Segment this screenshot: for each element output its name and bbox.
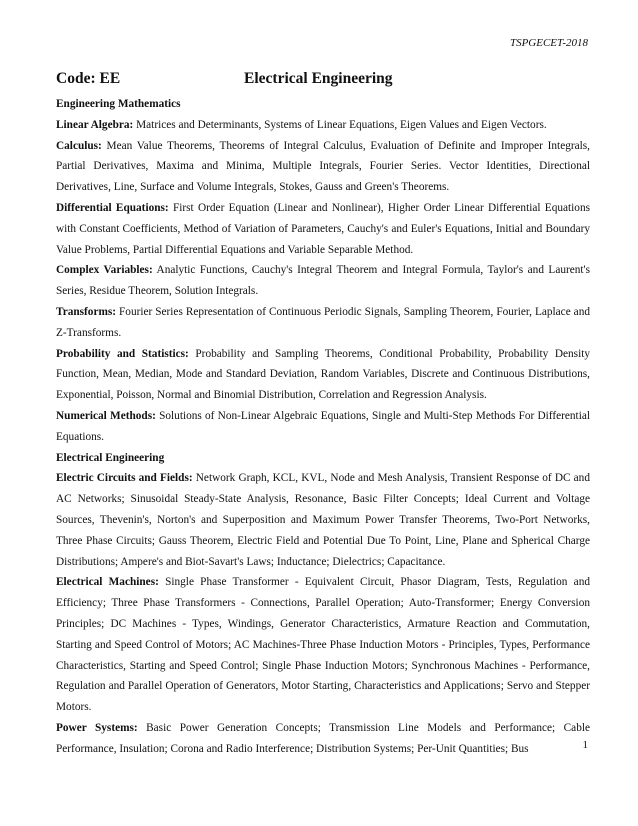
topic-text: Solutions of Non-Linear Algebraic Equations, Single and Multi-Step Methods For Differential Equations. (56, 409, 590, 443)
topic-text: Analytic Functions, Cauchy's Integral Theorem and Integral Formula, Taylor's and Laurent's Series, Residue Theorem, Solution Integrals. (56, 264, 590, 298)
topic-power-systems (56, 718, 590, 760)
topic-text: Probability and Sampling Theorems, Conditional Probability, Probability Density Function, Mean, Median, Mode and Standard Deviation, Random Variables, Discrete and Continuous Distributions, Exponential, Poisson, Normal and Binomial Distribution, Correlation and Regression Analysis. (56, 347, 591, 402)
topic-title: Transforms: (56, 305, 117, 318)
topic-numerical-methods (56, 406, 590, 448)
topic-probability-statistics (56, 344, 590, 406)
title-row (56, 68, 590, 90)
topic-differential-equations (56, 198, 590, 260)
topic-title: Electrical Machines: (56, 576, 159, 589)
topic-title: Numerical Methods: (56, 409, 156, 422)
topic-title: Probability and Statistics: (56, 347, 189, 360)
topic-title: Power Systems: (56, 721, 138, 734)
subject-title: Electrical Engineering (244, 70, 393, 87)
topic-electrical-machines (56, 572, 590, 718)
topic-text: Single Phase Transformer - Equivalent Circuit, Phasor Diagram, Tests, Regulation and Efficiency; Three Phase Transformers - Connections, Parallel Operation; Auto-Transformer; Energy Conversion Principles; DC Machines - Types, Windings, Generator Characteristics, Armature Reaction and Commutation, Starting and Speed Control of Motors; AC Machines-Three Phase Induction Motors - Principles, Types, Performance Characteristics, Starting and Speed Control; Single Phase Induction Motors; Synchronous Machines - Performance, Regulation and Parallel Operation of Generators, Motor Starting, Characteristics and Applications; Servo and Stepper Motors. (56, 576, 590, 714)
document-tag: TSPGECET-2018 (509, 37, 588, 49)
topic-text: First Order Equation (Linear and Nonlinear), Higher Order Linear Differential Equations with Constant Coefficients, Method of Variation of Parameters, Cauchy's and Euler's Equations, Initial and Boundary Value Problems, Partial Differential Equations and Variable Separable Method. (56, 201, 590, 256)
topic-text: Fourier Series Representation of Continuous Periodic Signals, Sampling Theorem, Fourier, Laplace and Z-Transforms. (56, 305, 590, 339)
topic-text: Network Graph, KCL, KVL, Node and Mesh Analysis, Transient Response of DC and AC Networks; Sinusoidal Steady-State Analysis, Resonance, Basic Filter Concepts; Ideal Current and Voltage Sources, Thevenin's, Norton's and Superposition and Maximum Power Transfer Theorems, Two-Port Networks, Three Phase Circuits; Gauss Theorem, Electric Field and Potential Due To Point, Line, Plane and Spherical Charge Distributions; Ampere's and Biot-Savart's Laws; Inductance; Dielectrics; Capacitance. (56, 472, 590, 568)
syllabus-content (56, 94, 590, 760)
topic-text: Mean Value Theorems, Theorems of Integral Calculus, Evaluation of Definite and Improper Integrals, Partial Derivatives, Maxima and Minima, Multiple Integrals, Fourier Series. Vector Identities, Directional Derivatives, Line, Surface and Volume Integrals, Stokes, Gauss and Green's Theorems. (56, 139, 590, 194)
subject-code: Code: EE (56, 70, 121, 87)
topic-title: Calculus: (56, 139, 102, 152)
topic-complex-variables (56, 260, 590, 302)
topic-title: Differential Equations: (56, 201, 169, 214)
topic-title: Electric Circuits and Fields: (56, 472, 193, 485)
topic-transforms (56, 302, 590, 344)
topic-text: Basic Power Generation Concepts; Transmission Line Models and Performance; Cable Performance, Insulation; Corona and Radio Interference; Distribution Systems; Per-Unit Quantities; Bus (56, 721, 590, 755)
topic-calculus (56, 136, 590, 198)
page-number: 1 (582, 739, 588, 751)
topic-electric-circuits-fields (56, 468, 590, 572)
topic-linear-algebra (56, 115, 590, 136)
topic-title: Linear Algebra: (56, 118, 134, 131)
section-heading-mathematics: Engineering Mathematics (56, 98, 181, 110)
topic-title: Complex Variables: (56, 264, 153, 277)
section-heading-electrical: Electrical Engineering (56, 451, 165, 464)
topic-text: Matrices and Determinants, Systems of Linear Equations, Eigen Values and Eigen Vectors. (133, 118, 547, 131)
